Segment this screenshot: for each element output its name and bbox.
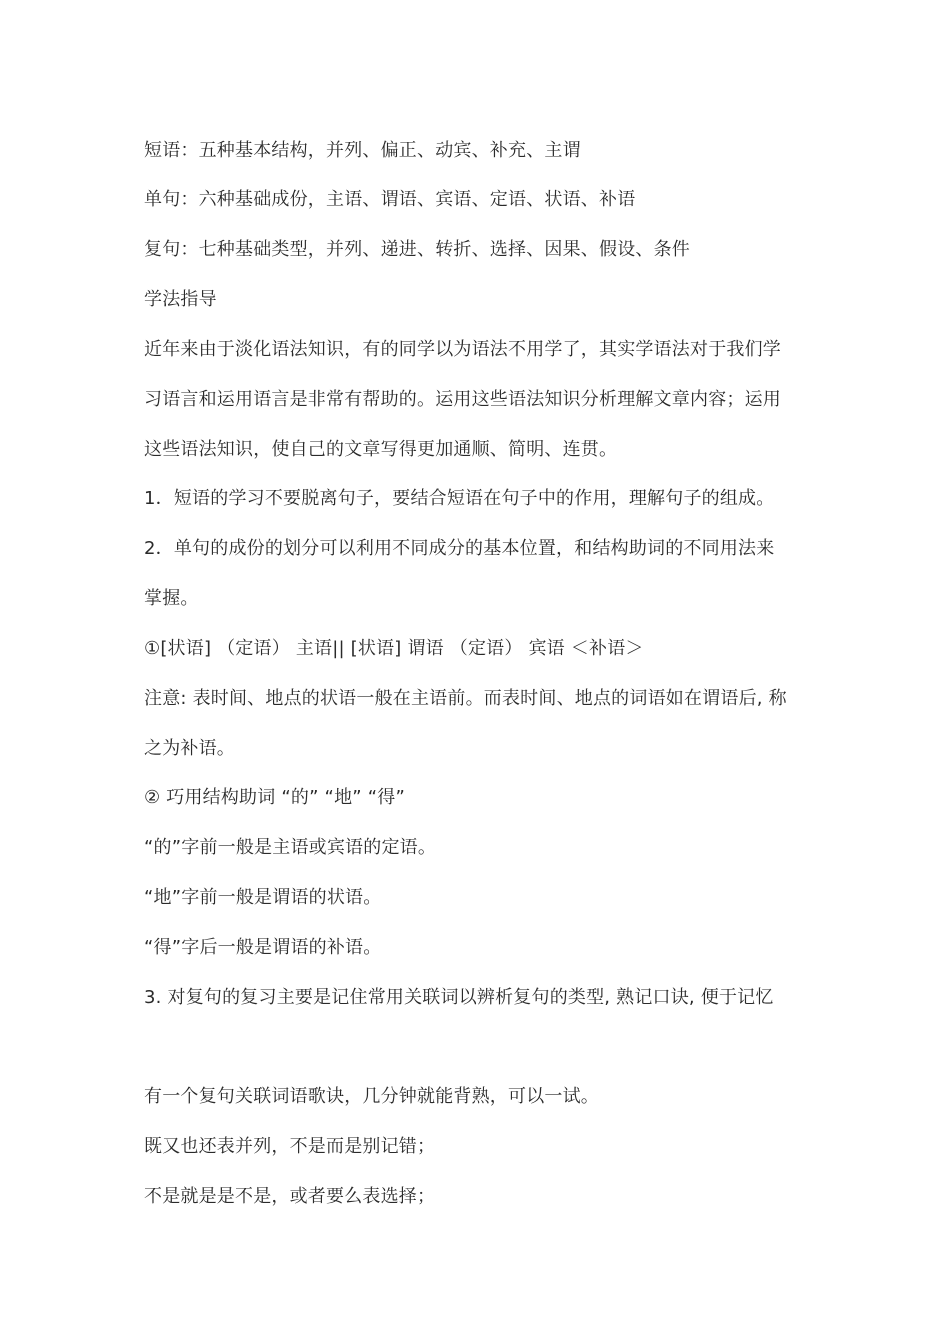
section-heading-study-guide: 学法指导	[144, 289, 217, 310]
text-line-complex-sentence-types: 复句：七种基础类型，并列、递进、转折、选择、因果、假设、条件	[144, 239, 690, 260]
list-item-3: 3. 对复句的复习主要是记住常用关联词以辨析复句的类型, 熟记口诀, 便于记忆	[144, 987, 774, 1008]
paragraph-line-3: 这些语法知识，使自己的文章写得更加通顺、简明、连贯。	[144, 439, 618, 460]
mnemonic-line-1: 既又也还表并列，不是而是别记错；	[144, 1136, 436, 1157]
paragraph-line-2: 习语言和运用语言是非常有帮助的。运用这些语法知识分析理解文章内容；运用	[144, 389, 781, 410]
particle-di-rule: “地”字前一般是谓语的状语。	[144, 887, 382, 908]
list-item-1: 1．短语的学习不要脱离句子，要结合短语在句子中的作用，理解句子的组成。	[144, 488, 775, 509]
list-item-2-continued: 掌握。	[144, 588, 199, 609]
structural-particles-heading: ② 巧用结构助词 “的” “地” “得”	[144, 787, 405, 808]
note-line-2: 之为补语。	[144, 738, 235, 759]
text-line-phrase-structures: 短语：五种基本结构，并列、偏正、动宾、补充、主谓	[144, 140, 581, 161]
particle-dei-rule: “得”字后一般是谓语的补语。	[144, 937, 382, 958]
particle-de-rule: “的”字前一般是主语或宾语的定语。	[144, 837, 437, 858]
list-item-2: 2．单句的成份的划分可以利用不同成分的基本位置，和结构助词的不同用法来	[144, 538, 775, 559]
note-line-1: 注意: 表时间、地点的状语一般在主语前。而表时间、地点的词语如在谓语后, 称	[144, 688, 787, 709]
mnemonic-intro: 有一个复句关联词语歌诀，几分钟就能背熟，可以一试。	[144, 1086, 599, 1107]
mnemonic-line-2: 不是就是是不是，或者要么表选择；	[144, 1186, 436, 1207]
paragraph-line-1: 近年来由于淡化语法知识，有的同学以为语法不用学了，其实学语法对于我们学	[144, 339, 781, 360]
text-line-sentence-components: 单句：六种基础成份，主语、谓语、宾语、定语、状语、补语	[144, 189, 636, 210]
sentence-structure-formula: ①[状语] （定语） 主语|| [状语] 谓语 （定语） 宾语 ＜补语＞	[144, 638, 644, 659]
